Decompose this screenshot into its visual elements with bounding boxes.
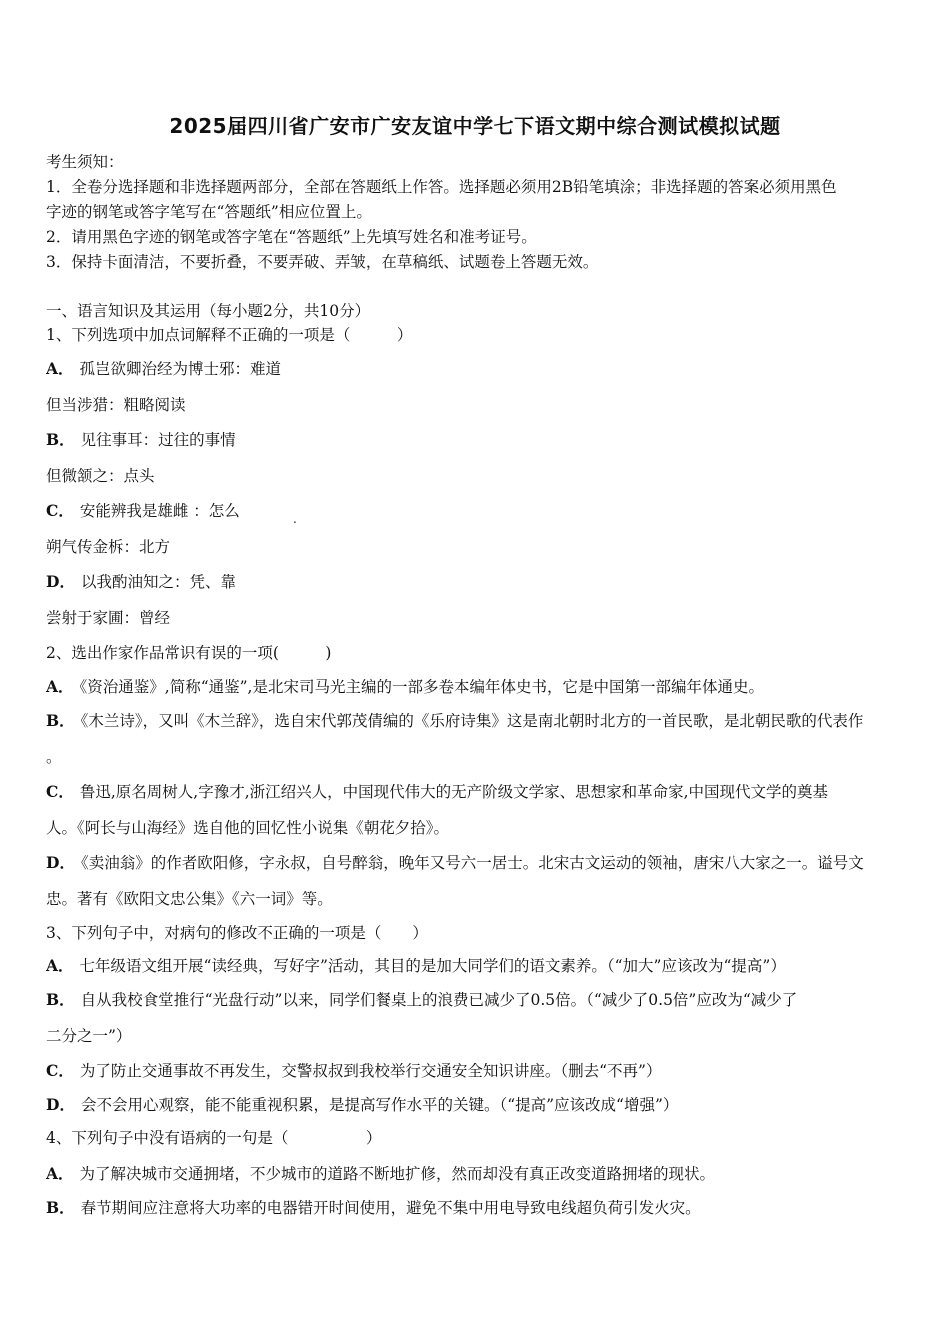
option-label: C． (46, 1061, 74, 1080)
option-line (46, 746, 908, 768)
option-line (46, 817, 908, 839)
option-text: 春节期间应注意将大功率的电器错开时间使用，避免不集中用电导致电线超负荷引发火灾。 (80, 1199, 701, 1217)
option-text: 。 (46, 748, 62, 766)
option-text: 忠。著有《欧阳文忠公集》《六一词》等。 (46, 890, 333, 908)
option-label: B． (46, 1198, 75, 1217)
section-heading: 一、语言知识及其运用（每小题2分，共10分） (46, 302, 371, 320)
option-line (46, 607, 908, 629)
option-label: A． (46, 359, 74, 378)
exam-title: 2025届四川省广安市广安友谊中学七下语文期中综合测试模拟试题 (169, 114, 781, 138)
question-stem: 1、下列选项中加点词解释不正确的一项是（ ） (46, 326, 413, 344)
option-text: 尝射于家圃：曾经 (46, 609, 171, 627)
option-label: A． (46, 956, 74, 975)
option-label: B． (46, 430, 75, 449)
option-b (46, 429, 908, 451)
option-line (46, 888, 908, 910)
option-text: 孤岂欲卿治经为博士邪：难道 (79, 360, 282, 378)
notice-item: 字迹的钢笔或答字笔写在“答题纸”相应位置上。 (46, 203, 372, 221)
option-text: 见往事耳：过往的事情 (80, 431, 236, 449)
option-text: 安能辨我是雄雌 ：怎么 (79, 502, 240, 520)
option-text: 但微颔之：点头 (46, 467, 155, 485)
option-label: C． (46, 501, 74, 520)
option-a (46, 358, 908, 380)
option-label: D． (46, 1095, 75, 1114)
option-c (46, 1060, 908, 1082)
option-label: B． (46, 990, 75, 1009)
option-text: 但当涉猎：粗略阅读 (46, 396, 186, 414)
option-label: D． (46, 853, 75, 872)
option-text: 《卖油翁》的作者欧阳修，字永叔，自号醉翁，晚年又号六一居士。北宋古文运动的领袖，唐宋八大家之一。谥号文 (80, 854, 864, 872)
option-d (46, 571, 908, 593)
notice-item: 1．全卷分选择题和非选择题两部分，全部在答题纸上作答。选择题必须用2B铅笔填涂；非选择题的答案必须用黑色 (46, 178, 837, 196)
option-text: 二分之一”） (46, 1027, 132, 1045)
option-line (46, 1025, 908, 1047)
option-b (46, 989, 908, 1011)
option-d (46, 852, 908, 874)
option-b (46, 710, 908, 732)
option-a (46, 1163, 908, 1185)
option-d (46, 1094, 908, 1116)
option-text: 为了防止交通事故不再发生，交警叔叔到我校举行交通安全知识讲座。（删去“不再”） (79, 1062, 662, 1080)
option-text: 会不会用心观察，能不能重视积累，是提高写作水平的关键。（“提高”应该改成“增强”） (80, 1096, 679, 1114)
option-text: 人。《阿长与山海经》选自他的回忆性小说集《朝花夕拾》。 (46, 819, 450, 837)
option-c (46, 500, 908, 522)
option-a (46, 955, 908, 977)
option-text: 朔气传金柝：北方 (46, 538, 171, 556)
option-line (46, 465, 908, 487)
option-a (46, 676, 908, 698)
option-c (46, 781, 908, 803)
option-b (46, 1197, 908, 1219)
option-line (46, 536, 908, 558)
question-stem: 2、选出作家作品常识有误的一项( ) (46, 644, 332, 662)
question-stem: 3、下列句子中，对病句的修改不正确的一项是（ ） (46, 924, 428, 942)
option-label: B． (46, 711, 75, 730)
option-label: A． (46, 1164, 74, 1183)
notice-item: 3．保持卡面清洁，不要折叠，不要弄破、弄皱，在草稿纸、试题卷上答题无效。 (46, 253, 599, 271)
option-label: A． (46, 677, 74, 696)
option-text: 七年级语文组开展“读经典，写好字”活动，其目的是加大同学们的语文素养。（“加大”应该改为“提高”） (79, 957, 786, 975)
option-text: 《资治通鉴》,简称“通鉴”,是北宋司马光主编的一部多卷本编年体史书，它是中国第一部编年体通史。 (79, 678, 764, 696)
notice-heading: 考生须知： (46, 153, 124, 171)
option-text: 以我酌油知之：凭、靠 (80, 573, 236, 591)
question-stem: 4、下列句子中没有语病的一句是（ ） (46, 1129, 382, 1147)
stray-dot: . (293, 512, 297, 526)
option-line (46, 394, 908, 416)
notice-item: 2．请用黑色字迹的钢笔或答字笔在“答题纸”上先填写姓名和准考证号。 (46, 228, 537, 246)
option-text: 《木兰诗》，又叫《木兰辞》，选自宋代郭茂倩编的《乐府诗集》这是南北朝时北方的一首民歌，是北朝民歌的代表作 (80, 712, 864, 730)
option-text: 自从我校食堂推行“光盘行动”以来，同学们餐桌上的浪费已减少了0.5倍。（“减少了0.5倍”应改为“减少了 (80, 991, 798, 1009)
option-label: C． (46, 782, 74, 801)
option-label: D． (46, 572, 75, 591)
option-text: 为了解决城市交通拥堵，不少城市的道路不断地扩修，然而却没有真正改变道路拥堵的现状。 (79, 1165, 716, 1183)
option-text: 鲁迅,原名周树人,字豫才,浙江绍兴人，中国现代伟大的无产阶级文学家、思想家和革命家,中国现代文学的奠基 (79, 783, 829, 801)
